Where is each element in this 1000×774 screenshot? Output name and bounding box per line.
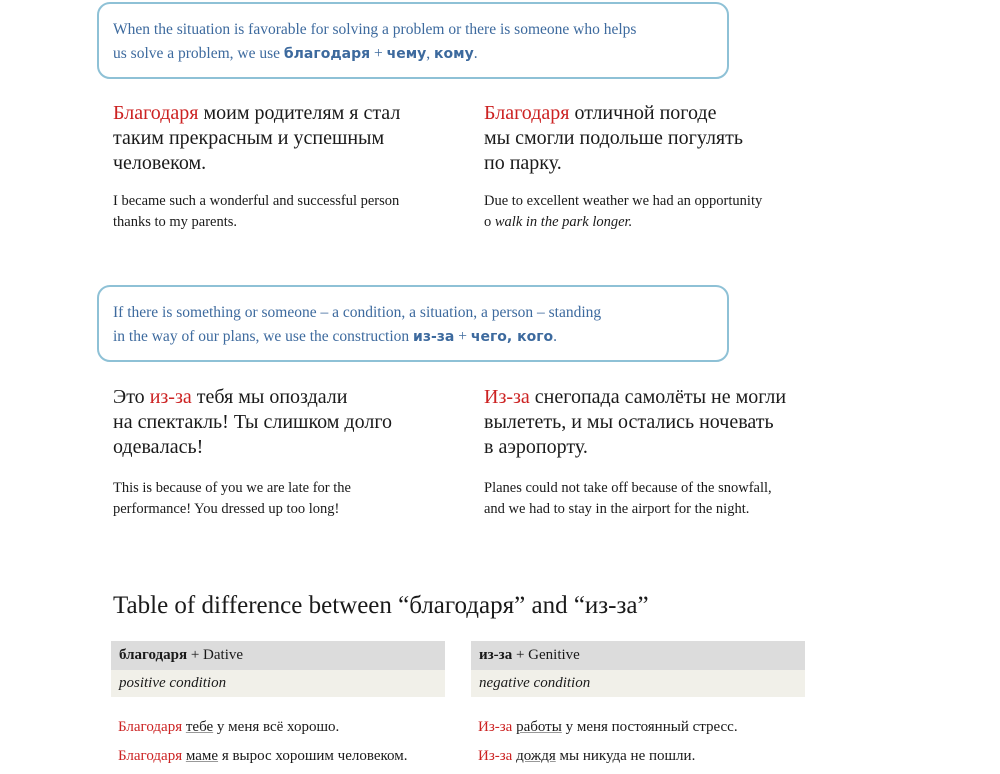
ru-text: одевалась! bbox=[113, 436, 204, 458]
header-case: + Genitive bbox=[512, 647, 580, 663]
underlined-word: тебе bbox=[185, 719, 214, 735]
header-word: благодаря bbox=[119, 647, 188, 663]
ru-text: моим родителям я стал bbox=[198, 102, 401, 124]
note-blagodarya-line2 bbox=[113, 42, 713, 66]
izza-ex2-russian bbox=[484, 385, 786, 460]
en-text: Due to excellent weather we had an opportunity bbox=[484, 193, 763, 209]
example-text: у меня постоянный стресс. bbox=[561, 719, 738, 735]
keyword-highlight: Из-за bbox=[478, 719, 513, 735]
condition-label: negative condition bbox=[471, 670, 805, 697]
en-text: and we had to stay in the airport for the night. bbox=[484, 501, 750, 517]
ru-text: таким прекрасным и успешным bbox=[113, 127, 385, 149]
en-text: This is because of you we are late for the bbox=[113, 480, 351, 496]
en-text: I became such a wonderful and successful person bbox=[113, 193, 400, 209]
example-text: у меня всё хорошо. bbox=[213, 719, 340, 735]
keyword-highlight: Благодаря bbox=[484, 102, 570, 124]
note-keyword: из-за bbox=[413, 329, 455, 345]
blago-ex2-english bbox=[484, 191, 762, 233]
ru-text: снегопада самолёты не могли bbox=[529, 386, 787, 408]
keyword-highlight: из-за bbox=[149, 386, 192, 408]
ru-text: человеком. bbox=[113, 152, 207, 174]
note-end: . bbox=[553, 328, 558, 345]
izza-ex1-english bbox=[113, 478, 351, 520]
ru-text: тебя мы опоздали bbox=[191, 386, 348, 408]
blago-ex1-english bbox=[113, 191, 399, 233]
table-column-blagodarya bbox=[111, 641, 445, 771]
table-example-row bbox=[111, 742, 445, 771]
note-text: us solve a problem, we use bbox=[113, 45, 284, 62]
keyword-highlight: Из-за bbox=[478, 748, 513, 764]
keyword-highlight: Благодаря bbox=[113, 102, 199, 124]
note-blagodarya bbox=[97, 2, 729, 79]
example-text: я вырос хорошим человеком. bbox=[218, 748, 408, 764]
izza-ex2-english bbox=[484, 478, 772, 520]
ru-text: мы смогли подольше погулять bbox=[484, 127, 743, 149]
note-case1: чему bbox=[386, 46, 427, 62]
header-case: + Dative bbox=[187, 647, 244, 663]
note-plus: + bbox=[370, 45, 387, 62]
underlined-word: маме bbox=[185, 748, 219, 764]
ru-text: отличной погоде bbox=[569, 102, 717, 124]
izza-ex1-russian bbox=[113, 385, 392, 460]
table-example-row bbox=[471, 742, 805, 771]
note-case: чего, кого bbox=[470, 329, 554, 345]
en-text: o bbox=[484, 214, 495, 230]
note-izza bbox=[97, 285, 729, 362]
en-text-italic: walk in the park longer. bbox=[494, 214, 633, 230]
keyword-highlight: Благодаря bbox=[118, 748, 183, 764]
note-case2: кому bbox=[434, 46, 474, 62]
table-header bbox=[111, 641, 445, 670]
note-end: . bbox=[473, 45, 478, 62]
note-izza-line2 bbox=[113, 325, 713, 349]
header-word: из-за bbox=[479, 647, 513, 663]
table-example-row bbox=[111, 713, 445, 742]
ru-text: Это bbox=[113, 386, 150, 408]
blago-ex2-russian bbox=[484, 101, 743, 176]
example-text: мы никуда не пошли. bbox=[555, 748, 696, 764]
table-title: Table of difference between “благодаря” and “из-за” bbox=[113, 592, 649, 619]
note-text: in the way of our plans, we use the construction bbox=[113, 328, 414, 345]
note-plus: + bbox=[454, 328, 471, 345]
ru-text: вылететь, и мы остались ночевать bbox=[484, 411, 774, 433]
table-column-izza bbox=[471, 641, 805, 771]
note-keyword: благодаря bbox=[283, 46, 371, 62]
note-comma: , bbox=[426, 45, 435, 62]
underlined-word: работы bbox=[516, 719, 562, 735]
note-izza-line1: If there is something or someone – a condition, a situation, a person – standing bbox=[113, 304, 602, 321]
table-header bbox=[471, 641, 805, 670]
keyword-highlight: Из-за bbox=[484, 386, 530, 408]
condition-label: positive condition bbox=[111, 670, 445, 697]
ru-text: на спектакль! Ты слишком долго bbox=[113, 411, 393, 433]
ru-text: в аэропорту. bbox=[484, 436, 588, 458]
table-example-row bbox=[471, 713, 805, 742]
ru-text: по парку. bbox=[484, 152, 562, 174]
keyword-highlight: Благодаря bbox=[118, 719, 183, 735]
blago-ex1-russian bbox=[113, 101, 400, 176]
en-text: performance! You dressed up too long! bbox=[113, 501, 340, 517]
en-text: thanks to my parents. bbox=[113, 214, 238, 230]
underlined-word: дождя bbox=[516, 748, 556, 764]
en-text: Planes could not take off because of the snowfall, bbox=[484, 480, 772, 496]
note-blagodarya-line1: When the situation is favorable for solving a problem or there is someone who helps bbox=[113, 21, 637, 38]
